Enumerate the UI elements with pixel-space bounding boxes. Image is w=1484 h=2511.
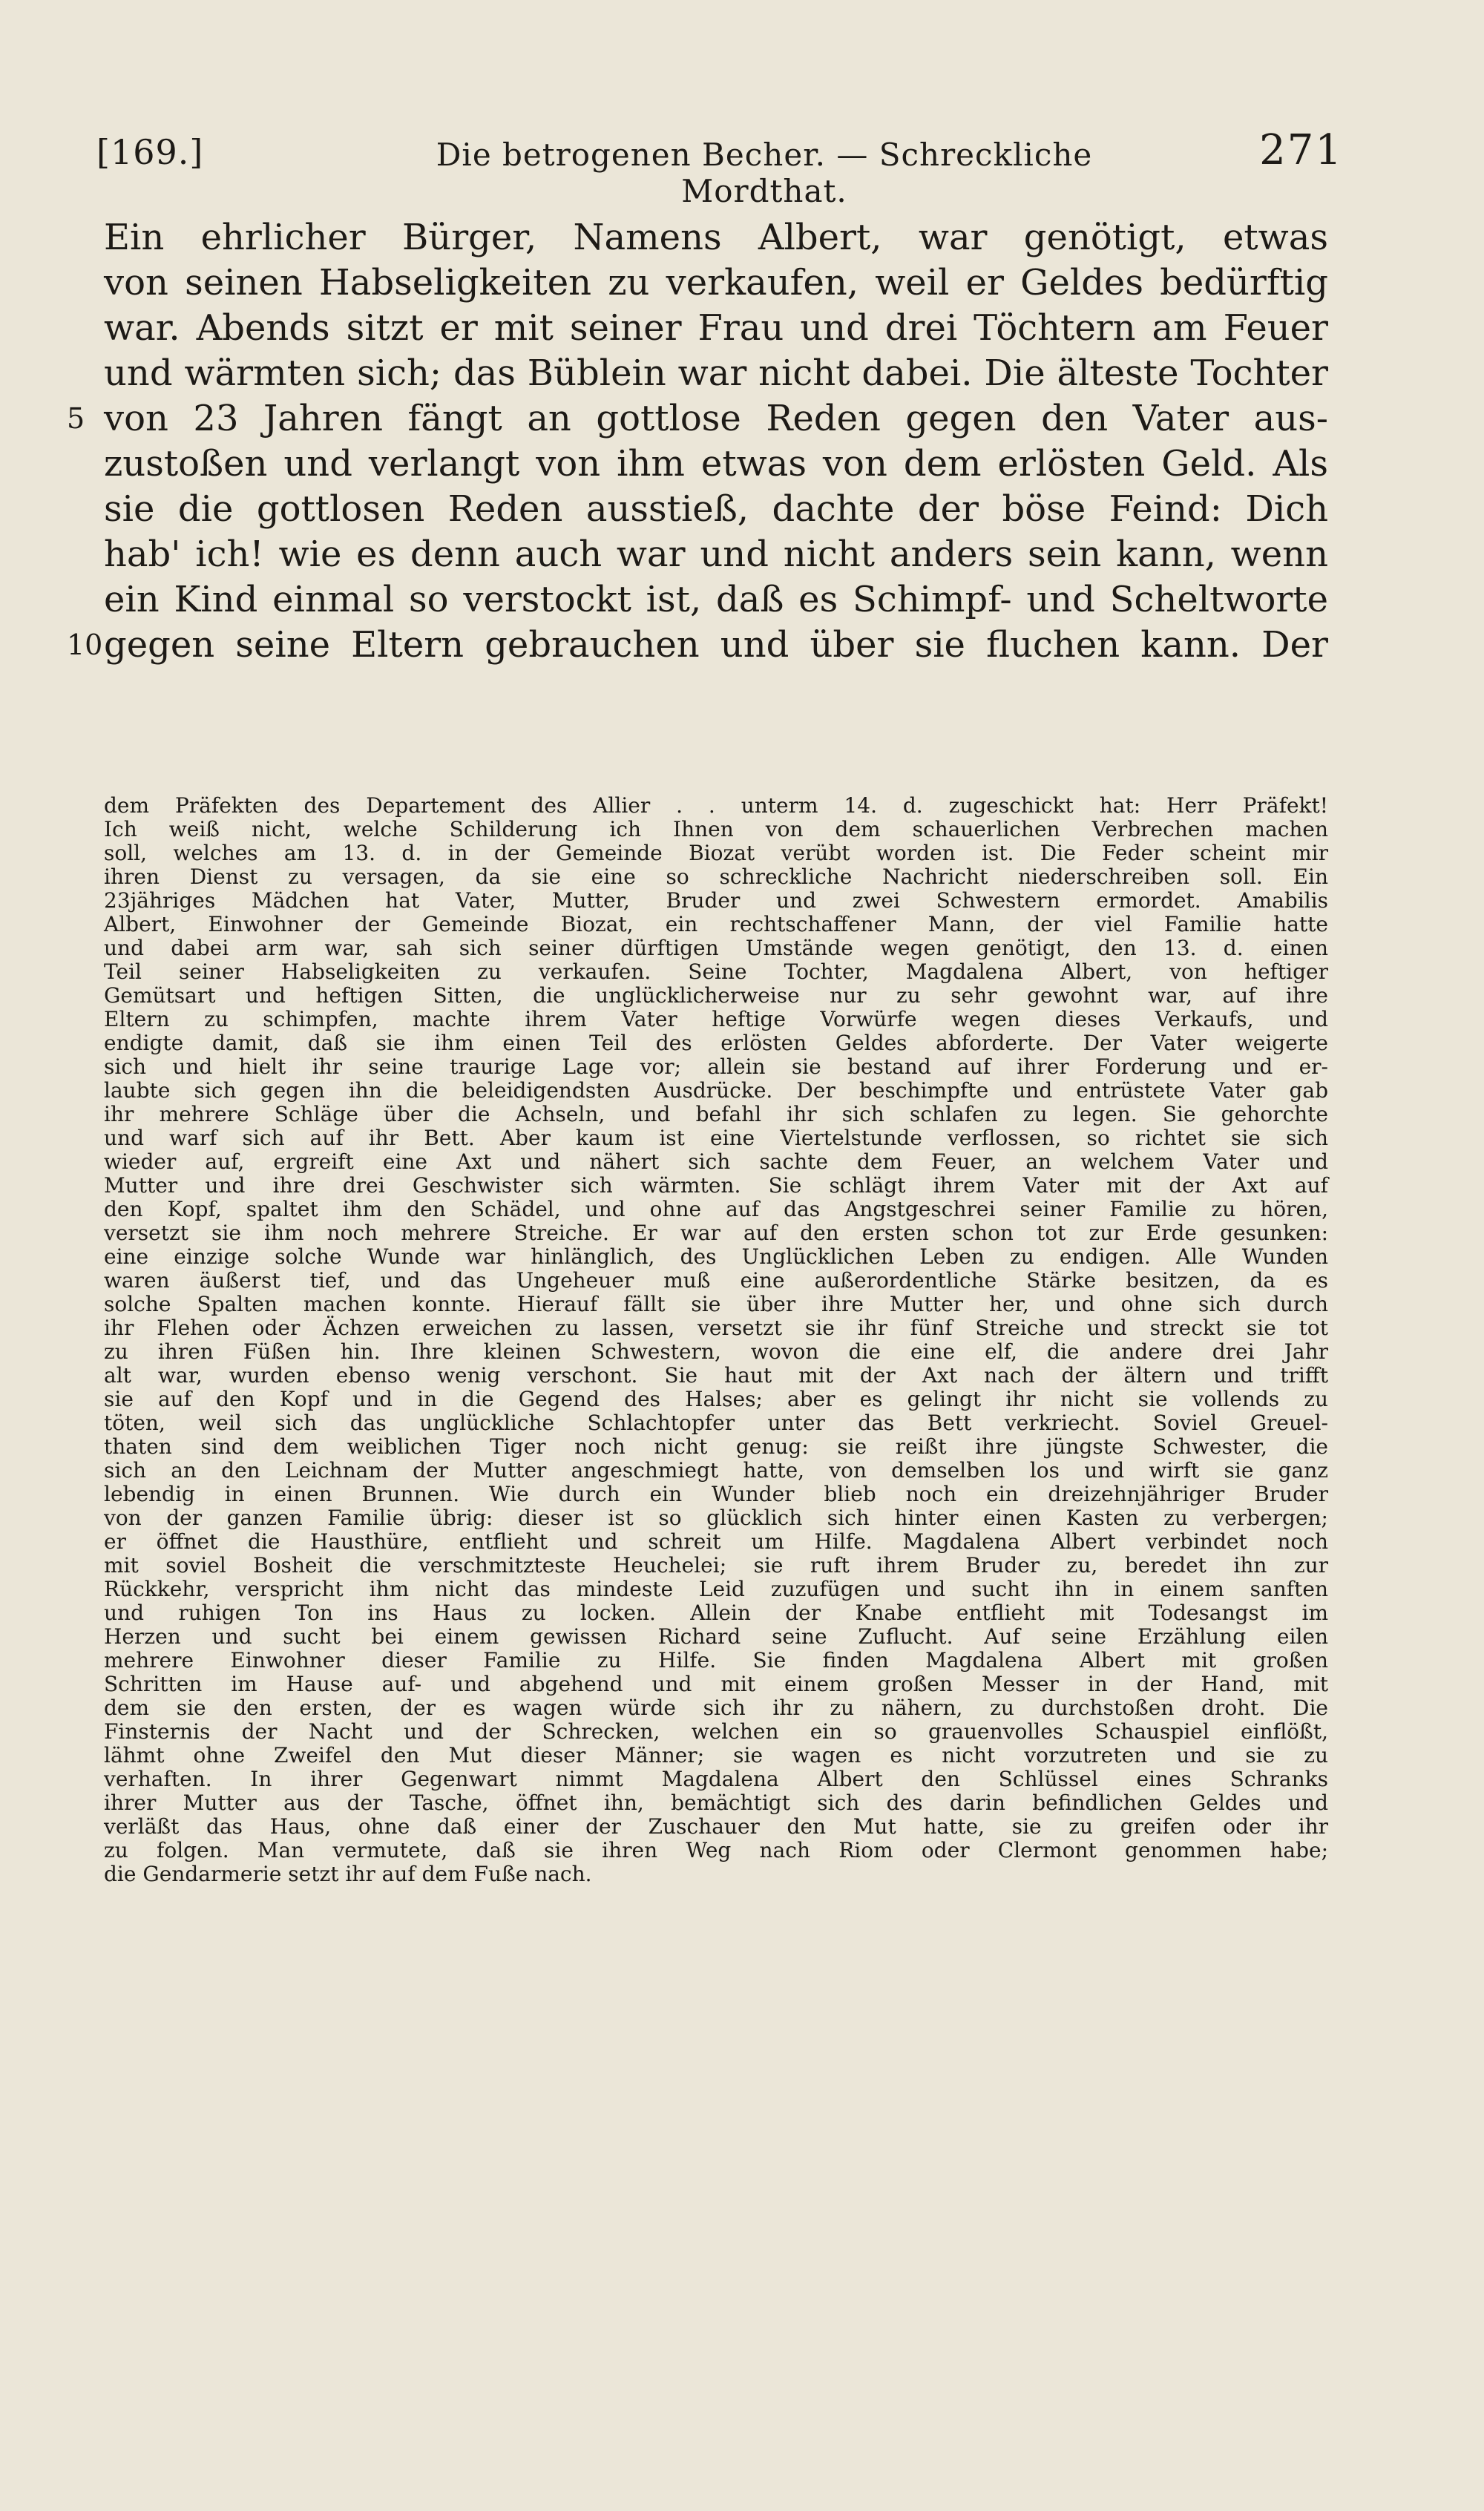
footnote-line: und warf sich auf ihr Bett. Aber kaum ist eine Viertelstunde verflossen, so richtet sie sich	[104, 1126, 1328, 1150]
footnote-line: alt war, wurden ebenso wenig verschont. Sie haut mit der Axt nach der ältern und trifft	[104, 1363, 1328, 1388]
line-number: 5	[67, 402, 85, 435]
footnote-line: sich und hielt ihr seine traurige Lage vor; allein sie bestand auf ihrer Forderung und er-	[104, 1054, 1328, 1079]
footnote-line: wieder auf, ergreift eine Axt und nähert sich sachte dem Feuer, an welchem Vater und	[104, 1149, 1328, 1174]
footnote-line: ihr Flehen oder Ächzen erweichen zu lassen, versetzt sie ihr fünf Streiche und streckt sie tot	[104, 1316, 1328, 1340]
footnote-line: ihren Dienst zu versagen, da sie eine so schreckliche Nachricht niederschreiben soll. Ein	[104, 864, 1328, 889]
footnote-line: solche Spalten machen konnte. Hierauf fällt sie über ihre Mutter her, und ohne sich durch	[104, 1292, 1328, 1316]
footnote-line: die Gendarmerie setzt ihr auf dem Fuße nach.	[104, 1862, 592, 1886]
footnote-line: lebendig in einen Brunnen. Wie durch ein Wunder blieb noch ein dreizehnjähriger Bruder	[104, 1482, 1328, 1506]
footnote-line: und dabei arm war, sah sich seiner dürftigen Umstände wegen genötigt, den 13. d. einen	[104, 936, 1328, 960]
footnote-line: von der ganzen Familie übrig: dieser ist so glücklich sich hinter einen Kasten zu verbergen;	[104, 1506, 1328, 1530]
main-text-line-content: gegen seine Eltern gebrauchen und über sie fluchen kann. Der	[104, 624, 1328, 666]
footnote-line: soll, welches am 13. d. in der Gemeinde Biozat verübt worden ist. Die Feder scheint mir	[104, 841, 1328, 865]
footnote-line: den Kopf, spaltet ihm den Schädel, und ohne auf das Angstgeschrei seiner Familie zu hören,	[104, 1197, 1328, 1221]
main-text-line-content: zustoßen und verlangt von ihm etwas von dem erlösten Geld. Als	[104, 443, 1328, 485]
footnote-line: waren äußerst tief, und das Ungeheuer muß eine außerordentliche Stärke besitzen, da es	[104, 1268, 1328, 1293]
footnote-line: mehrere Einwohner dieser Familie zu Hilfe. Sie finden Magdalena Albert mit großen	[104, 1648, 1328, 1673]
main-text-line-content: ein Kind einmal so verstockt ist, daß es Schimpf- und Scheltworte	[104, 579, 1328, 620]
footnote-line: Teil seiner Habseligkeiten zu verkaufen. Seine Tochter, Magdalena Albert, von heftiger	[104, 959, 1328, 984]
main-text-line	[67, 396, 1328, 442]
footnote-line: endigte damit, daß sie ihm einen Teil des erlösten Geldes abforderte. Der Vater weigerte	[104, 1031, 1328, 1055]
main-text-line	[67, 623, 1328, 668]
footnote-line: er öffnet die Hausthüre, entflieht und schreit um Hilfe. Magdalena Albert verbindet noch	[104, 1529, 1328, 1554]
footnote-line: dem sie den ersten, der es wagen würde sich ihr zu nähern, zu durchstoßen droht. Die	[104, 1696, 1328, 1720]
footnote-line: 23jähriges Mädchen hat Vater, Mutter, Bruder und zwei Schwestern ermordet. Amabilis	[104, 888, 1328, 913]
main-text-line	[104, 577, 1328, 623]
footnote-line: verläßt das Haus, ohne daß einer der Zuschauer den Mut hatte, sie zu greifen oder ihr	[104, 1814, 1328, 1839]
main-text-line	[104, 351, 1328, 396]
footnote-line: Gemütsart und heftigen Sitten, die unglücklicherweise nur zu sehr gewohnt war, auf ihre	[104, 983, 1328, 1008]
line-number: 10	[67, 628, 103, 661]
footnote-line: Herzen und sucht bei einem gewissen Richard seine Zuflucht. Auf seine Erzählung eilen	[104, 1624, 1328, 1649]
footnote-line: sich an den Leichnam der Mutter angeschmiegt hatte, von demselben los und wirft sie ganz	[104, 1458, 1328, 1483]
footnote-line: dem Präfekten des Departement des Allier . . unterm 14. d. zugeschickt hat: Herr Präfekt!	[104, 793, 1328, 818]
main-text-line-content: sie die gottlosen Reden ausstieß, dachte der böse Feind: Dich	[104, 488, 1328, 530]
main-text-line	[104, 442, 1328, 487]
main-text-line-content: von 23 Jahren fängt an gottlose Reden gegen den Vater aus-	[104, 398, 1328, 439]
main-text-line-content: von seinen Habseligkeiten zu verkaufen, weil er Geldes bedürftig	[104, 262, 1328, 303]
main-text-line-content: Ein ehrlicher Bürger, Namens Albert, war genötigt, etwas	[104, 217, 1328, 258]
main-text-line	[104, 306, 1328, 351]
footnote-line: und ruhigen Ton ins Haus zu locken. Allein der Knabe entflieht mit Todesangst im	[104, 1601, 1328, 1625]
footnote-line: Eltern zu schimpfen, machte ihrem Vater heftige Vorwürfe wegen dieses Verkaufs, und	[104, 1007, 1328, 1031]
footnote-line: Ich weiß nicht, welche Schilderung ich Ihnen von dem schauerlichen Verbrechen machen	[104, 817, 1328, 841]
footnote-block	[104, 794, 1328, 1886]
footnote-line: Schritten im Hause auf- und abgehend und mit einem großen Messer in der Hand, mit	[104, 1672, 1328, 1696]
footnote-line: Rückkehr, verspricht ihm nicht das mindeste Leid zuzufügen und sucht ihn in einem sanften	[104, 1577, 1328, 1601]
section-marker: [169.]	[96, 132, 204, 172]
main-text-line	[104, 487, 1328, 532]
footnote-line: töten, weil sich das unglückliche Schlachtopfer unter das Bett verkriecht. Soviel Greuel-	[104, 1411, 1328, 1435]
footnote-line: lähmt ohne Zweifel den Mut dieser Männer; sie wagen es nicht vorzutreten und sie zu	[104, 1743, 1328, 1767]
page-number: 271	[1259, 126, 1343, 174]
main-text-line	[104, 260, 1328, 306]
footnote-line: zu folgen. Man vermutete, daß sie ihren Weg nach Riom oder Clermont genommen habe;	[104, 1838, 1328, 1862]
main-text-line	[104, 215, 1328, 260]
footnote-line: ihrer Mutter aus der Tasche, öffnet ihn, bemächtigt sich des darin befindlichen Geldes und	[104, 1790, 1328, 1815]
footnote-line: Finsternis der Nacht und der Schrecken, welchen ein so grauenvolles Schauspiel einflößt,	[104, 1719, 1328, 1744]
running-header	[96, 126, 1343, 209]
footnote-line: ihr mehrere Schläge über die Achseln, und befahl ihr sich schlafen zu legen. Sie gehorchte	[104, 1102, 1328, 1126]
footnote-line: Mutter und ihre drei Geschwister sich wärmten. Sie schlägt ihrem Vater mit der Axt auf	[104, 1173, 1328, 1198]
main-text-line-content: war. Abends sitzt er mit seiner Frau und drei Töchtern am Feuer	[104, 307, 1328, 349]
footnote-line: Albert, Einwohner der Gemeinde Biozat, ein rechtschaffener Mann, der viel Familie hatte	[104, 912, 1328, 936]
footnote-line: thaten sind dem weiblichen Tiger noch nicht genug: sie reißt ihre jüngste Schwester, die	[104, 1434, 1328, 1459]
main-text-line-content: und wärmten sich; das Büblein war nicht dabei. Die älteste Tochter	[104, 352, 1328, 394]
main-text-block	[67, 215, 1328, 668]
footnote-line: eine einzige solche Wunde war hinlänglich, des Unglücklichen Leben zu endigen. Alle Wunden	[104, 1244, 1328, 1269]
footnote-line: laubte sich gegen ihn die beleidigendsten Ausdrücke. Der beschimpfte und entrüstete Vater gab	[104, 1078, 1328, 1103]
footnote-line: verhaften. In ihrer Gegenwart nimmt Magdalena Albert den Schlüssel eines Schranks	[104, 1767, 1328, 1791]
running-title: Die betrogenen Becher. — Schreckliche Mordthat.	[436, 137, 1093, 209]
footnote-line: zu ihren Füßen hin. Ihre kleinen Schwestern, wovon die eine elf, die andere drei Jahr	[104, 1339, 1328, 1364]
footnote-line: versetzt sie ihm noch mehrere Streiche. Er war auf den ersten schon tot zur Erde gesunken:	[104, 1221, 1328, 1245]
footnote-line: mit soviel Bosheit die verschmitzteste Heuchelei; sie ruft ihrem Bruder zu, beredet ihn zur	[104, 1553, 1328, 1578]
footnote-line: sie auf den Kopf und in die Gegend des Halses; aber es gelingt ihr nicht sie vollends zu	[104, 1387, 1328, 1411]
main-text-line	[104, 532, 1328, 577]
main-text-line-content: hab' ich! wie es denn auch war und nicht anders sein kann, wenn	[104, 534, 1328, 575]
